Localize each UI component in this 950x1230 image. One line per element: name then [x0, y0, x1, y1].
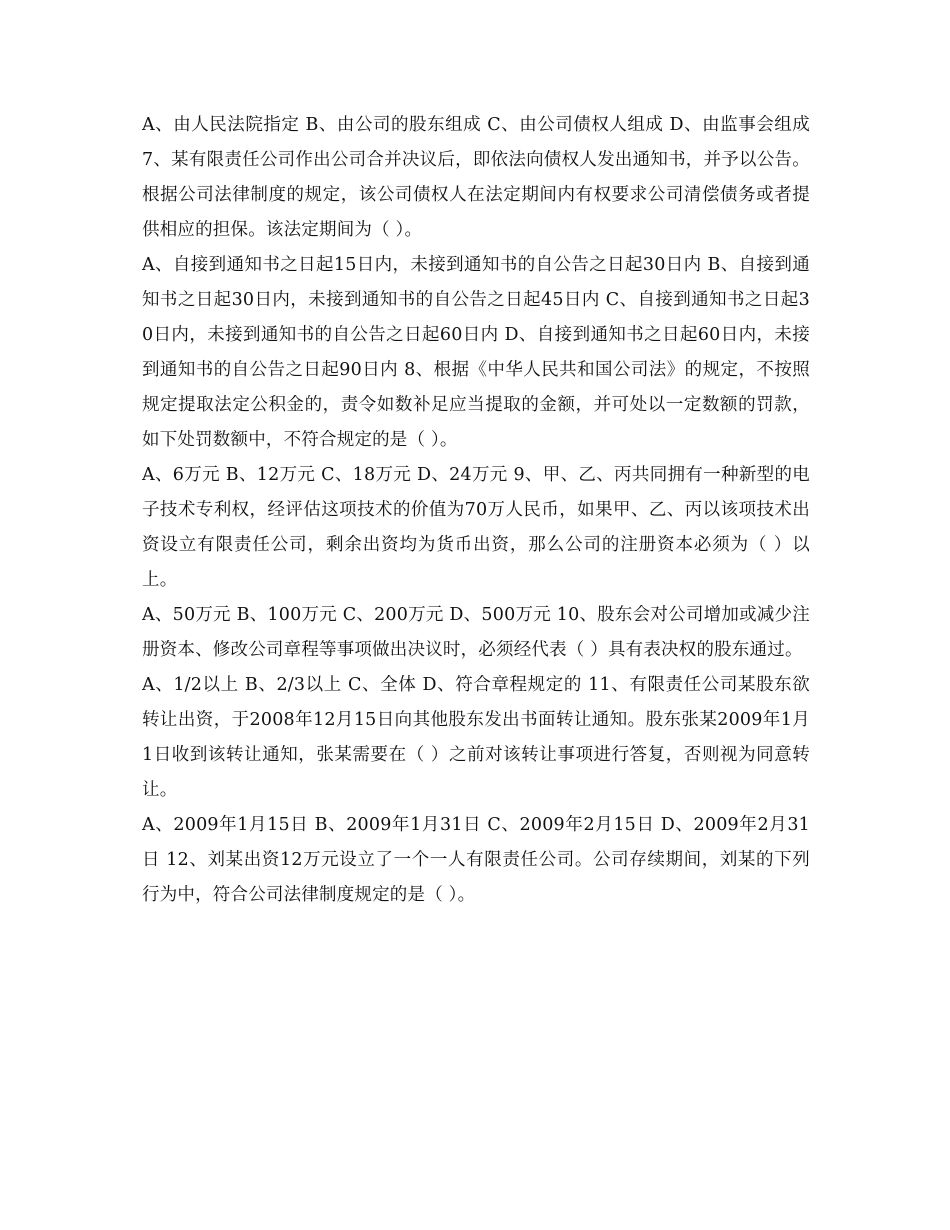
paragraph-2: A、自接到通知书之日起15日内，未接到通知书的自公告之日起30日内 B、自接到通知书之日起30日内，未接到通知书的自公告之日起45日内 C、自接到通知书之日起30日内，未接到通知书的自公告之日起60日内 D、自接到通知书之日起60日内，未接到通知书的自公告之日起90日内 8、根据《中华人民共和国公司法》的规定，不按照规定提取法定公积金的，责令如数补足应当提取的金额，并可处以一定数额的罚款，如下处罚数额中，不符合规定的是（ ）。 [142, 255, 810, 450]
paragraph-5: A、1/2以上 B、2/3以上 C、全体 D、符合章程规定的 11、有限责任公司某股东欲转让出资，于2008年12月15日向其他股东发出书面转让通知。股东张某2009年1月1日收到该转让通知，张某需要在（ ）之前对该转让事项进行答复，否则视为同意转让。 [142, 675, 810, 800]
paragraph-1: A、由人民法院指定 B、由公司的股东组成 C、由公司债权人组成 D、由监事会组成 7、某有限责任公司作出公司合并决议后，即依法向债权人发出通知书，并予以公告。根据公司法律制度的规定，该公司债权人在法定期间内有权要求公司清偿债务或者提供相应的担保。该法定期间为（ ）。 [142, 115, 810, 240]
document-body [142, 108, 810, 913]
paragraph-6: A、2009年1月15日 B、2009年1月31日 C、2009年2月15日 D、2009年2月31日 12、刘某出资12万元设立了一个一人有限责任公司。公司存续期间，刘某的下列行为中，符合公司法律制度规定的是（ ）。 [142, 815, 810, 905]
paragraph-3: A、6万元 B、12万元 C、18万元 D、24万元 9、甲、乙、丙共同拥有一种新型的电子技术专利权，经评估这项技术的价值为70万人民币，如果甲、乙、丙以该项技术出资设立有限责任公司，剩余出资均为货币出资，那么公司的注册资本必须为（ ）以上。 [142, 465, 810, 590]
paragraph-4: A、50万元 B、100万元 C、200万元 D、500万元 10、股东会对公司增加或减少注册资本、修改公司章程等事项做出决议时，必须经代表（ ）具有表决权的股东通过。 [142, 605, 810, 660]
